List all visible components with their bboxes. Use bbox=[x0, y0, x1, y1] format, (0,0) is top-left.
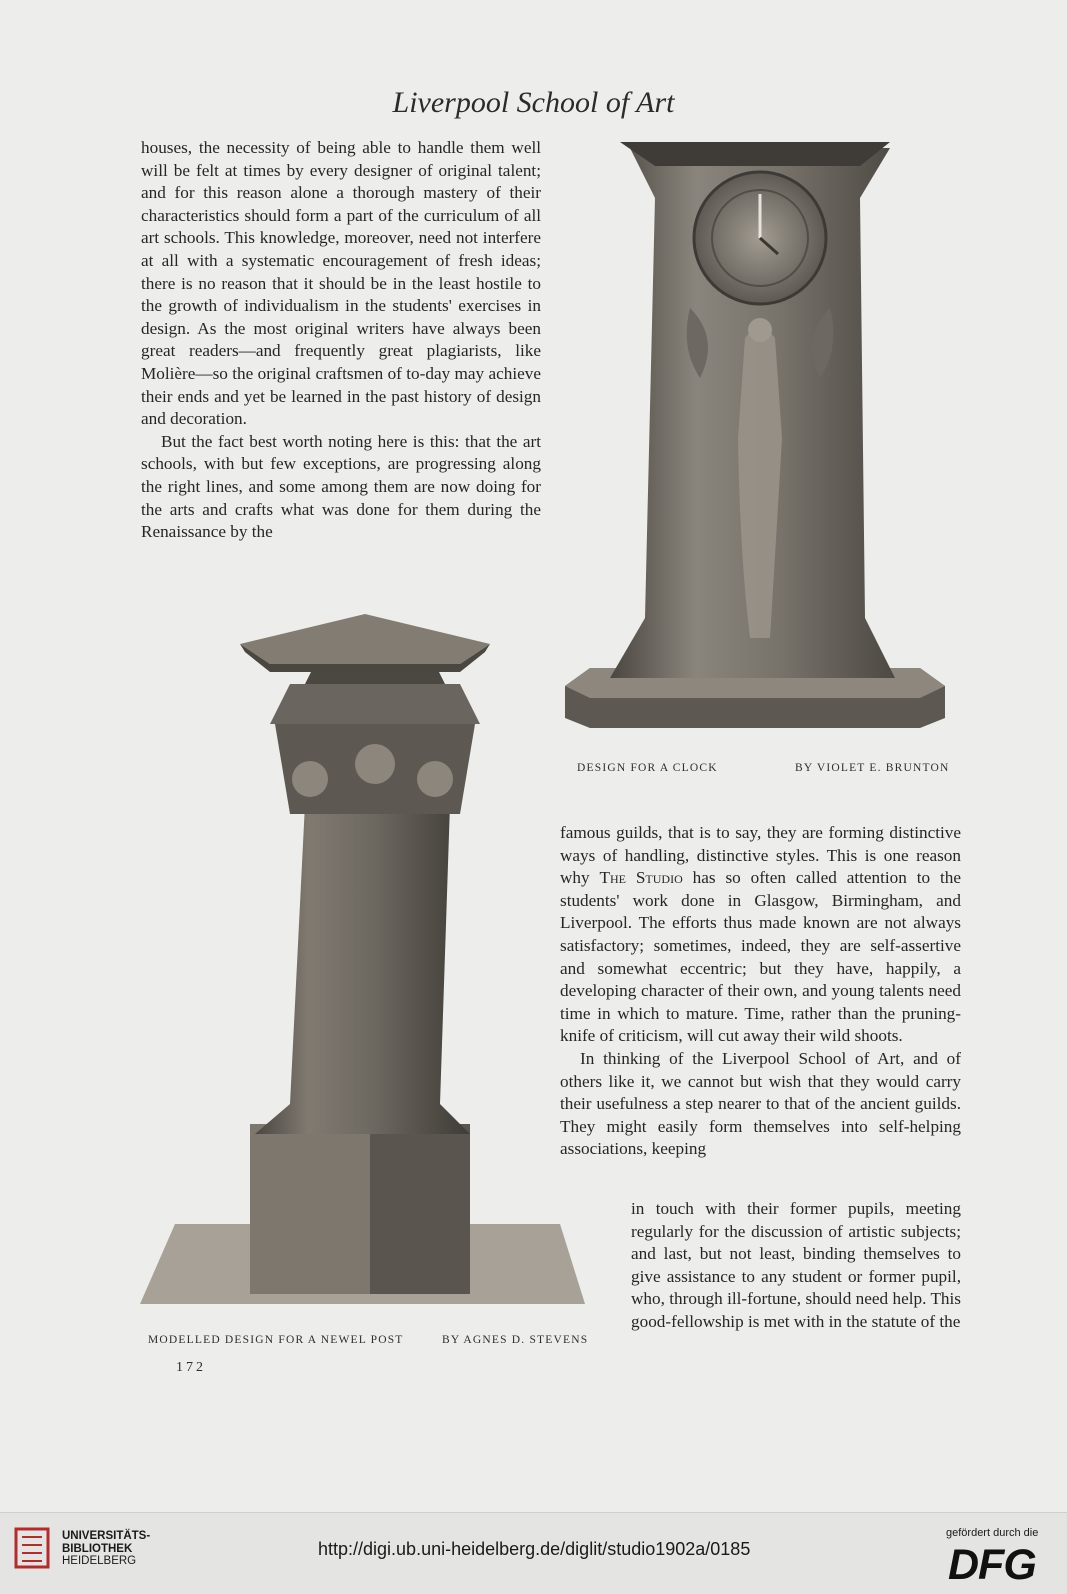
permalink-url[interactable]: http://digi.ub.uni-heidelberg.de/diglit/studio1902a/0185 bbox=[318, 1539, 751, 1559]
funded-by-label: gefördert durch die bbox=[946, 1527, 1039, 1539]
clock-caption-author: BY VIOLET E. BRUNTON bbox=[795, 762, 950, 774]
text-column-right-narrow bbox=[631, 1198, 961, 1334]
clock-caption-title: DESIGN FOR A CLOCK bbox=[577, 762, 718, 774]
clock-illustration bbox=[560, 138, 950, 738]
page-number: 172 bbox=[176, 1360, 206, 1375]
text-column-left bbox=[141, 137, 541, 544]
library-line: BIBLIOTHEK bbox=[62, 1542, 133, 1555]
text-run: has so often called attention to the students' work done in Glasgow, Birmingham, and Liverpool. The efforts thus made known are not always satisfactory; sometimes, indeed, they are self-assertive and somewhat eccentric; but they have, happily, a developing character of their own, and young talents need time in which to mature. Time, rather than the pruning-knife of criticism, will cut away their wild shoots. bbox=[560, 868, 962, 1046]
post-caption-author: BY AGNES D. STEVENS bbox=[442, 1334, 589, 1346]
library-name bbox=[62, 1530, 150, 1568]
text-run: famous guilds, that is to say, they are forming distinctive ways of handling, distinctive styles. This is one reason why bbox=[560, 823, 961, 888]
text-column-right bbox=[560, 822, 961, 1161]
magazine-title: The Studio bbox=[599, 868, 683, 888]
running-title: Liverpool School of Art bbox=[392, 86, 675, 119]
paragraph: But the fact best worth noting here is this: that the art schools, with but few exceptions, are progressing along the right lines, and some among them are now doing for the arts and crafts what was done for them during the Renaissance by the bbox=[141, 431, 541, 542]
paragraph: in touch with their former pupils, meeting regularly for the discussion of artistic subjects; and last, but not least, binding themselves to give assistance to any student or former pupil, who, through ill-fortune, should need help. This good-fellowship is met with in the statute of the bbox=[631, 1199, 961, 1331]
library-line: UNIVERSITÄTS- bbox=[62, 1530, 151, 1542]
newel-post-illustration bbox=[140, 604, 590, 1314]
paragraph: In thinking of the Liverpool School of Art, and of others like it, we cannot but wish that they would carry their usefulness a step nearer to that of the ancient guilds. They might easily form themselves into self-helping associations, keeping bbox=[560, 1048, 961, 1159]
paragraph: houses, the necessity of being able to handle them well will be felt at times by every designer of original talent; and for this reason alone a thorough mastery of their characteristics should form a part of the curriculum of all art schools. This knowledge, moreover, need not interfere at all with a systematic encouragement of fresh ideas; there is no reason that it should be in the least hostile to the growth of individualism in the students' exercises in design. As the most original writers have always been great readers—and frequently great plagiarists, like Molière—so the original craftsmen of to-day may achieve their ends and yet be learned in the past history of design and decoration. bbox=[141, 138, 541, 429]
library-line: HEIDELBERG bbox=[62, 1555, 137, 1567]
dfg-logo: DFG bbox=[948, 1541, 1036, 1589]
paragraph bbox=[560, 822, 961, 1048]
post-caption-title: MODELLED DESIGN FOR A NEWEL POST bbox=[148, 1334, 404, 1346]
library-logo-icon bbox=[12, 1525, 52, 1571]
